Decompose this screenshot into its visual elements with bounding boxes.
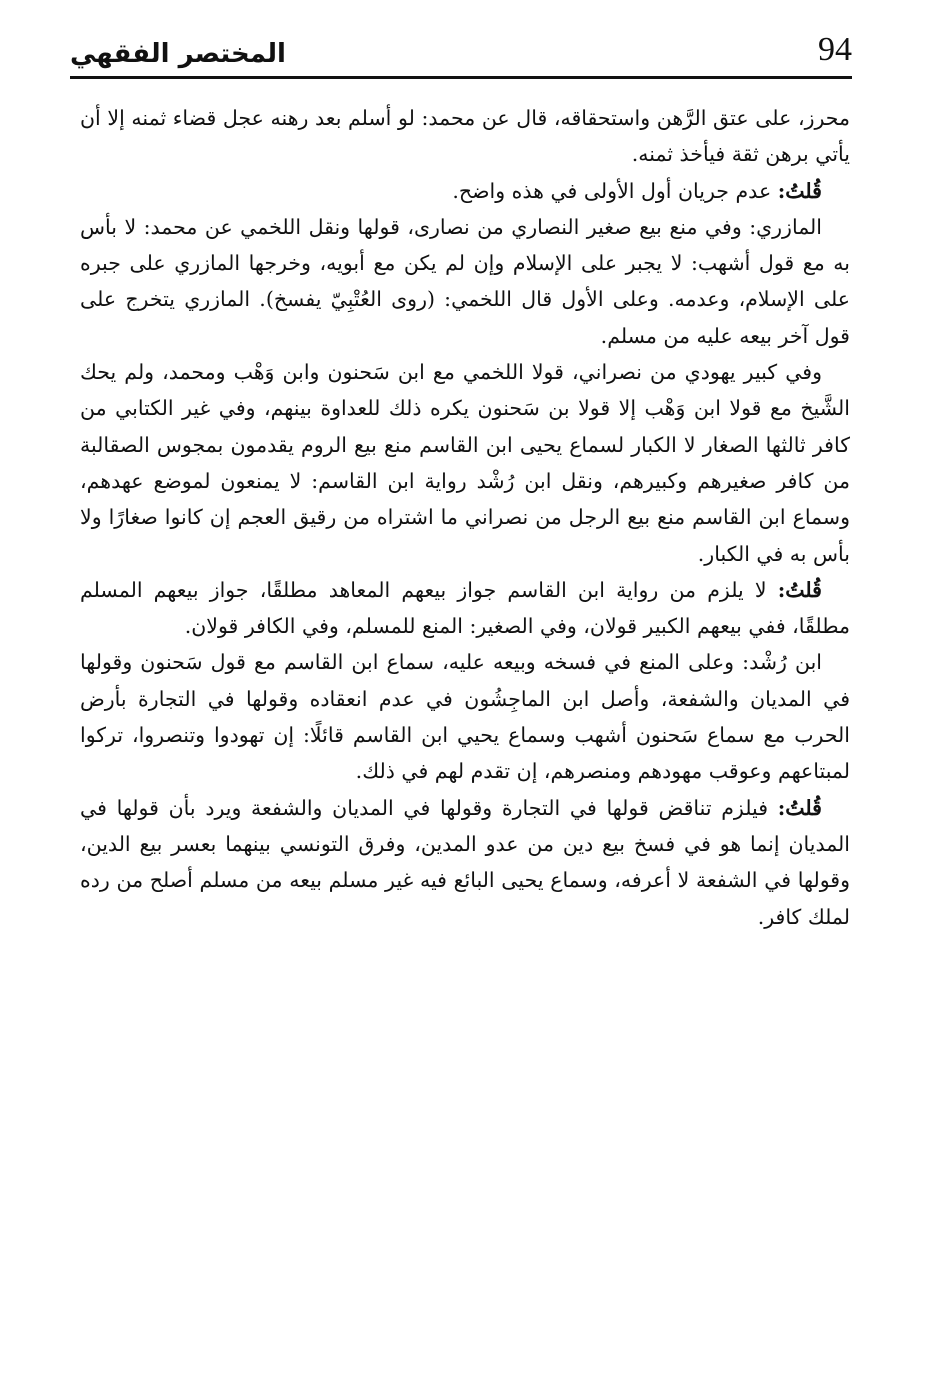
paragraph-text: عدم جريان أول الأولى في هذه واضح. xyxy=(452,178,778,203)
paragraph-lead: قُلتُ: xyxy=(777,577,822,602)
paragraph-text: ابن رُشْد: وعلى المنع في فسخه وبيعه عليه، سماع ابن القاسم مع قول سَحنون وقولها في المديان والشفعة، وأصل ابن الماجِشُون في عدم انعقاده وقولها في التجارة بأرض الحرب مع سماع سَحنون أشهب وسماع يحيي ابن القاسم قائلًا: إن تهودوا وتنصروا، تركوا لمبتاعهم وعوقب مهودهم ومنصرهم، إن تقدم لهم في ذلك. xyxy=(80,650,850,784)
paragraph-text: وفي كبير يهودي من نصراني، قولا اللخمي مع ابن سَحنون وابن وَهْب ومحمد، ولم يحك الشَّيخ مع قولا ابن وَهْب إلا قولا بن سَحنون يكره ذلك للعداوة بينهم، وفي غير الكتابي من كافر ثالثها الصغار لا الكبار لسماع يحيى ابن القاسم منع بيع الروم يقدمون بمجوس الصقالبة من كافر صغيرهم وكبيرهم، ونقل ابن رُشْد رواية ابن القاسم: لا يمنعون لموضع عهدهم، وسماع ابن القاسم منع بيع الرجل من نصراني ما اشتراه من رقيق العجم إن كانوا صغارًا ولا بأس به في الكبار. xyxy=(80,360,850,566)
paragraph-text: محرز، على عتق الرَّهن واستحقاقه، قال عن محمد: لو أسلم بعد رهنه عجل قضاء ثمنه إلا أن يأتي برهن ثقة فيأخذ ثمنه. xyxy=(80,106,850,167)
paragraph xyxy=(80,173,850,209)
paragraph xyxy=(80,354,850,572)
paragraph-text: لا يلزم من رواية ابن القاسم جواز بيعهم المعاهد مطلقًا، جواز بيعهم المسلم مطلقًا، ففي بيعهم الكبير قولان، وفي الصغير: المنع للمسلم، وفي الكافر قولان. xyxy=(80,577,850,639)
paragraph-text: فيلزم تناقض قولها في التجارة وقولها في المديان والشفعة ويرد بأن قولها في المديان إنما هو في فسخ بيع دين من عدو المدين، وفرق التونسي بينهما بعسر بيع الدين، وقولها في الشفعة لا أعرفه، وسماع يحيى البائع فيه غير مسلم بيعه من مسلم أصلح من رده لملك كافر. xyxy=(80,795,850,929)
page-header xyxy=(70,28,852,80)
page-number: 94 xyxy=(818,31,852,68)
paragraph-lead: قُلتُ: xyxy=(777,178,822,203)
running-title: المختصر الفقهي xyxy=(70,39,286,69)
paragraph xyxy=(80,644,850,789)
paragraph xyxy=(80,790,850,935)
paragraph xyxy=(80,209,850,354)
paragraph-lead: قُلتُ: xyxy=(777,795,822,820)
header-rule xyxy=(70,76,852,79)
body-text xyxy=(80,100,850,935)
paragraph-text: المازري: وفي منع بيع صغير النصاري من نصارى، قولها ونقل اللخمي عن محمد: لا بأس به مع قول أشهب: لا يجبر على الإسلام وإن لم يكن مع أبويه، وخرجها المازري على جبره على الإسلام، وعدمه. وعلى الأول قال اللخمي: (روى العُتْبِيّ يفسخ). المازري يتخرج على قول آخر بيعه عليه من مسلم. xyxy=(80,214,850,348)
paragraph xyxy=(80,100,850,173)
paragraph xyxy=(80,572,850,645)
